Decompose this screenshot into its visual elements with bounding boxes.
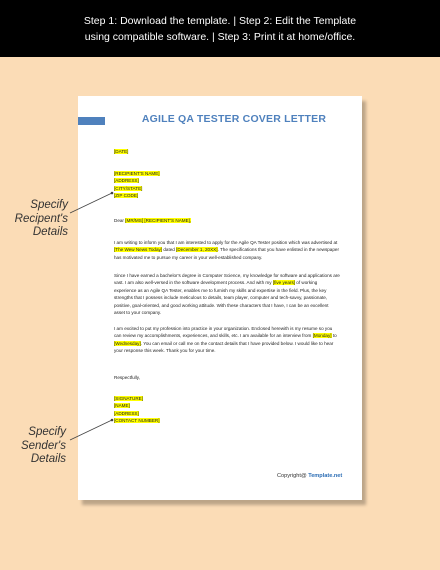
- callout-line: Sender's: [20, 439, 66, 452]
- brand-link[interactable]: Template.net: [308, 473, 343, 479]
- recipient-name-placeholder: [RECIPIENT'S NAME]: [114, 171, 160, 176]
- callout-line: Details: [32, 226, 68, 238]
- interview-end-placeholder: [Wednesday]: [114, 340, 141, 346]
- date-field: [114, 148, 340, 155]
- instructions-banner: [0, 0, 440, 57]
- paragraph-2: [114, 272, 340, 316]
- experience-placeholder: [five years]: [272, 280, 296, 286]
- callout-line: Specify: [30, 199, 68, 211]
- paragraph-3-text: I am excited to put my profession into practice in your organization. Enclosed herewith is my resume so you can review my accomplishments, experiences, and skills, etc. I am available for an interview from: [114, 326, 333, 339]
- paragraph-2-text: of working experience as an Agile QA Tester, enables me to furnish my skills and expertise in the field. Plus, the key strengths that I possess include meticulous to details, team player, computer and tech-savvy, passionate, positive, goal-oriented, and good working attitude. With these characters that I have, I can be an excellent asset to your company.: [114, 280, 329, 316]
- document-title: AGILE QA TESTER COVER LETTER: [141, 113, 327, 125]
- recipient-callout-label: [8, 199, 68, 240]
- paragraph-1-text: dated: [162, 247, 177, 253]
- paragraph-3-text: . You can email or call me on the contact details that I have provided below. I would like to hear your response this week. Thank you for your time.: [114, 340, 334, 354]
- recipient-zip-placeholder: [ZIP CODE]: [114, 193, 139, 199]
- interview-start-placeholder: [Monday]: [312, 333, 332, 339]
- recipient-block: [114, 170, 340, 200]
- copyright-text: Copyright@: [277, 473, 309, 479]
- sender-block: [114, 395, 340, 425]
- signature-placeholder: [SIGNATURE]: [114, 396, 144, 401]
- paragraph-3: [114, 325, 340, 355]
- instructions-line-1: Step 1: Download the template. | Step 2: Edit the Template: [83, 14, 357, 27]
- sender-address-placeholder: [ADDRESS]: [114, 410, 139, 416]
- closing: Respectfully,: [114, 375, 140, 380]
- recipient-city-placeholder: [CITY/STATE]: [114, 185, 143, 191]
- callout-line: Recipent's: [14, 212, 68, 225]
- callout-line: Details: [30, 453, 66, 465]
- paragraph-3-text: to: [331, 333, 337, 339]
- sender-callout-label: [6, 426, 66, 467]
- copyright-note: [277, 473, 342, 479]
- salutation-placeholder: [MR/MS] [RECIPIENT'S NAME],: [125, 218, 192, 223]
- sender-name-placeholder: [NAME]: [114, 403, 130, 409]
- paragraph-2-text: Since I have earned a bachelor's degree in Computer Science, my knowledge for software and applications are vast. I am also well-versed in the software development process. And with my: [114, 273, 340, 286]
- paragraph-1-text: I am writing to inform you that I am interested to apply for the Agile QA Tester position which was advertised at: [114, 240, 338, 245]
- paragraph-1-text: . The specifications that you have enlisted in the newspaper has motivated me to pursue my career in your well-established company.: [114, 247, 340, 260]
- newspaper-placeholder: [The Wew News Today]: [114, 247, 163, 253]
- date-placeholder: [DATE]: [114, 149, 129, 154]
- accent-bar: [78, 117, 105, 125]
- letter-page: [78, 96, 362, 500]
- salutation-prefix: Dear: [114, 218, 126, 223]
- contact-number-placeholder: [CONTACT NUMBER]: [114, 418, 160, 424]
- salutation: [114, 217, 340, 224]
- callout-line: Specify: [28, 426, 66, 438]
- instructions-line-2: using compatible software. | Step 3: Print it at home/office.: [84, 30, 356, 43]
- recipient-address-placeholder: [ADDRESS]: [114, 178, 139, 184]
- paragraph-1: [114, 239, 340, 261]
- ad-date-placeholder: [December 1, 20XX]: [176, 247, 218, 253]
